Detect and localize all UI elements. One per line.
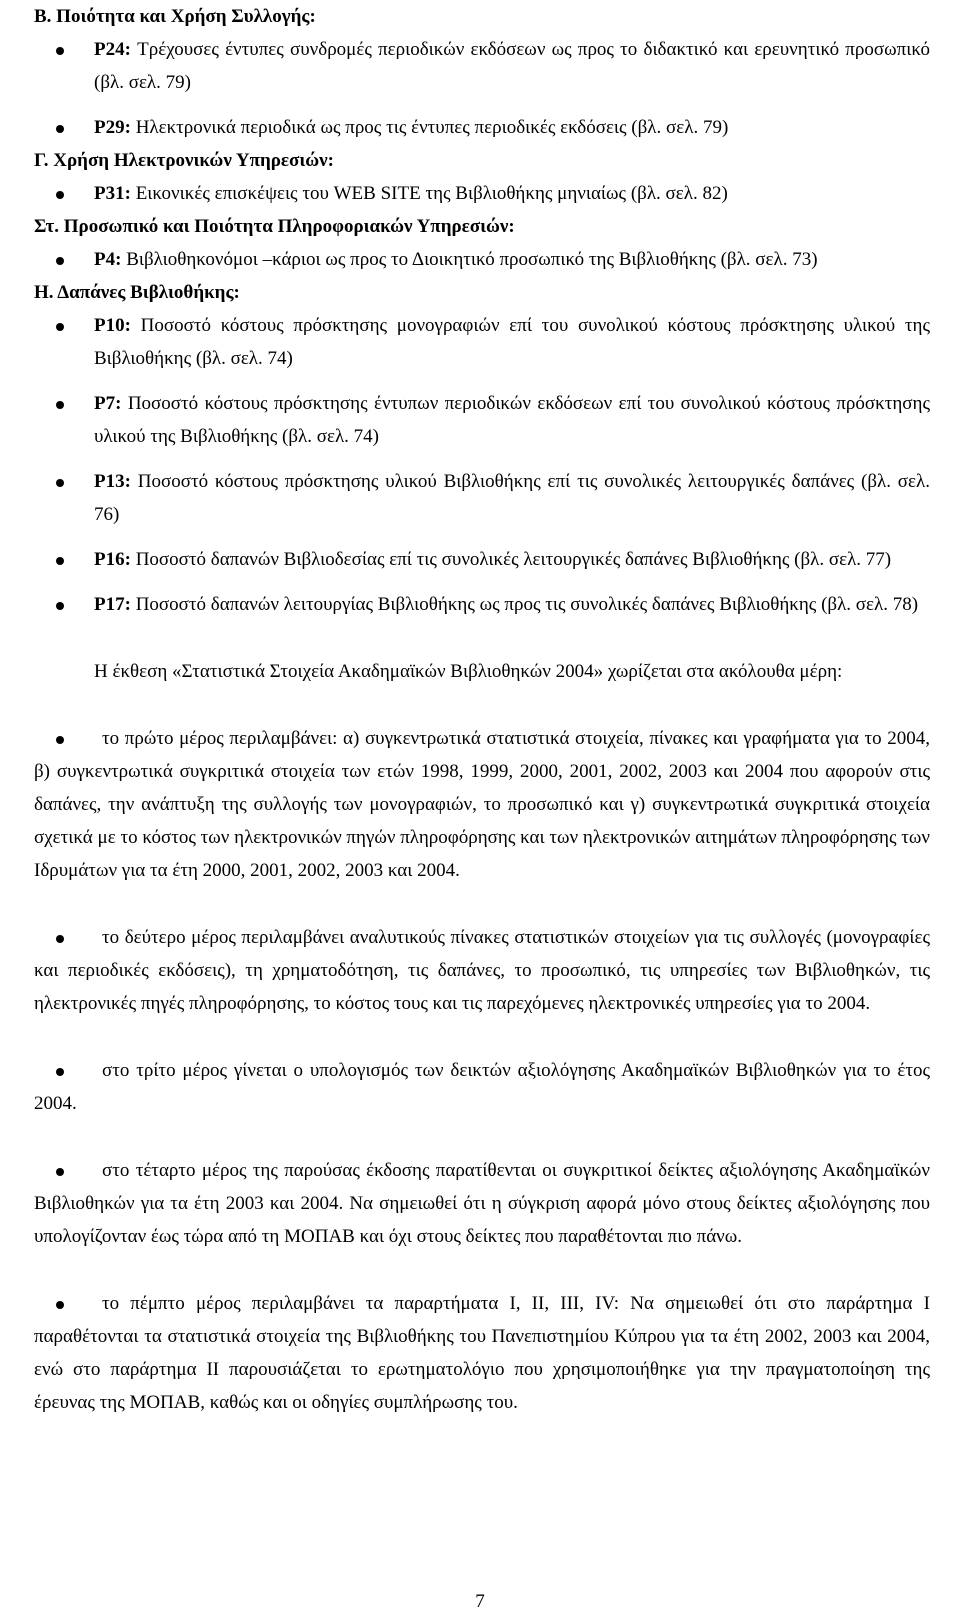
- part-paragraph: [34, 921, 930, 1020]
- bullet-icon: [56, 921, 64, 954]
- section-heading: Β. Ποιότητα και Χρήση Συλλογής:: [34, 6, 316, 27]
- intro-paragraph: Η έκθεση «Στατιστικά Στοιχεία Ακαδημαϊκών Βιβλιοθηκών 2004» χωρίζεται στα ακόλουθα μέρη:: [94, 661, 843, 682]
- list-item: [34, 387, 930, 453]
- list-item: [34, 465, 930, 531]
- list-item: [34, 111, 930, 144]
- indicator-text: Ποσοστό κόστους πρόσκτησης έντυπων περιοδικών εκδόσεων επί του συνολικού κόστους πρόσκτησης υλικού της Βιβλιοθήκης (βλ. σελ. 74): [94, 393, 930, 447]
- list-item: [34, 309, 930, 375]
- list-item: [34, 33, 930, 99]
- indicator-code: P16:: [94, 549, 131, 570]
- bullet-icon: [56, 243, 64, 276]
- indicator-code: P4:: [94, 249, 122, 270]
- section-heading: Γ. Χρήση Ηλεκτρονικών Υπηρεσιών:: [34, 150, 334, 171]
- bullet-icon: [56, 588, 64, 621]
- section-heading: Στ. Προσωπικό και Ποιότητα Πληροφοριακών Υπηρεσιών:: [34, 216, 515, 237]
- bullet-icon: [56, 722, 64, 755]
- indicator-code: P29:: [94, 117, 131, 138]
- part-paragraph: [34, 1054, 930, 1120]
- indicator-text: Βιβλιοθηκονόμοι –κάριοι ως προς το Διοικητικό προσωπικό της Βιβλιοθήκης (βλ. σελ. 73): [121, 249, 818, 270]
- list-item: [34, 243, 930, 276]
- indicator-code: P13:: [94, 471, 131, 492]
- indicator-list: [34, 33, 930, 144]
- list-item: [34, 543, 930, 576]
- bullet-icon: [56, 1287, 64, 1320]
- indicator-text: Ποσοστό δαπανών λειτουργίας Βιβλιοθήκης ως προς τις συνολικές δαπάνες Βιβλιοθήκης (βλ. σελ. 78): [130, 594, 919, 615]
- page-number: 7: [475, 1591, 485, 1612]
- part-paragraph: [34, 1154, 930, 1253]
- indicator-text: Ποσοστό κόστους πρόσκτησης μονογραφιών επί του συνολικού κόστους πρόσκτησης υλικού της Βιβλιοθήκης (βλ. σελ. 74): [94, 315, 930, 369]
- indicator-text: Ποσοστό κόστους πρόσκτησης υλικού Βιβλιοθήκης επί τις συνολικές λειτουργικές δαπάνες (βλ. σελ. 76): [94, 471, 930, 525]
- indicator-code: P31:: [94, 183, 131, 204]
- indicator-text: Εικονικές επισκέψεις του WEB SITE της Βιβλιοθήκης μηνιαίως (βλ. σελ. 82): [130, 183, 728, 204]
- part-paragraph: [34, 1287, 930, 1419]
- list-item: [34, 588, 930, 621]
- bullet-icon: [56, 465, 64, 498]
- indicator-list: [34, 309, 930, 621]
- part-text: το πρώτο μέρος περιλαμβάνει: α) συγκεντρωτικά στατιστικά στοιχεία, πίνακες και γραφήματα για το 2004, β) συγκεντρωτικά συγκριτικά στοιχεία των ετών 1998, 1999, 2000, 2001, 2002, 2003 και 2004 που αφορούν στις δαπάνες, την ανάπτυξη της συλλογής των μονογραφιών, το προσωπικό και γ) συγκεντρωτικά συγκριτικά στοιχεία σχετικά με το κόστος των ηλεκτρονικών πηγών πληροφόρησης και των ηλεκτρονικών αιτημάτων πληροφόρησης των Ιδρυμάτων για τα έτη 2000, 2001, 2002, 2003 και 2004.: [34, 728, 930, 881]
- indicator-list: [34, 177, 930, 210]
- indicator-list: [34, 243, 930, 276]
- indicator-text: Τρέχουσες έντυπες συνδρομές περιοδικών εκδόσεων ως προς το διδακτικό και ερευνητικό προσωπικό (βλ. σελ. 79): [94, 39, 930, 93]
- bullet-icon: [56, 309, 64, 342]
- bullet-icon: [56, 33, 64, 66]
- section-heading: Η. Δαπάνες Βιβλιοθήκης:: [34, 282, 240, 303]
- bullet-icon: [56, 1154, 64, 1187]
- part-text: το πέμπτο μέρος περιλαμβάνει τα παραρτήματα Ι, ΙΙ, ΙΙΙ, ΙV: Να σημειωθεί ότι στο παράρτημα Ι παραθέτονται τα στατιστικά στοιχεία της Βιβλιοθήκης του Πανεπιστημίου Κύπρου για τα έτη 2002, 2003 και 2004, ενώ στο παράρτημα ΙΙ παρουσιάζεται το ερωτηματολόγιο που χρησιμοποιήθηκε για την πραγματοποίηση της έρευνας της ΜΟΠΑΒ, καθώς και οι οδηγίες συμπλήρωσης του.: [34, 1293, 930, 1413]
- indicator-code: P17:: [94, 594, 131, 615]
- bullet-icon: [56, 387, 64, 420]
- bullet-icon: [56, 177, 64, 210]
- indicator-text: Ηλεκτρονικά περιοδικά ως προς τις έντυπες περιοδικές εκδόσεις (βλ. σελ. 79): [130, 117, 729, 138]
- part-text: στο τρίτο μέρος γίνεται ο υπολογισμός των δεικτών αξιολόγησης Ακαδημαϊκών Βιβλιοθηκών για το έτος 2004.: [34, 1060, 930, 1114]
- indicator-code: P24:: [94, 39, 131, 60]
- list-item: [34, 177, 930, 210]
- bullet-icon: [56, 111, 64, 144]
- indicator-code: P7:: [94, 393, 122, 414]
- part-text: το δεύτερο μέρος περιλαμβάνει αναλυτικούς πίνακες στατιστικών στοιχείων για τις συλλογές (μονογραφίες και περιοδικές εκδόσεις), τη χρηματοδότηση, τις δαπάνες, το προσωπικό, τις υπηρεσίες των Βιβλιοθηκών, τις ηλεκτρονικές πηγές πληροφόρησης, το κόστος τους και τις παρεχόμενες ηλεκτρονικές υπηρεσίες για το 2004.: [34, 927, 930, 1014]
- part-paragraph: [34, 722, 930, 887]
- part-text: στο τέταρτο μέρος της παρούσας έκδοσης παρατίθενται οι συγκριτικοί δείκτες αξιολόγησης Ακαδημαϊκών Βιβλιοθηκών για τα έτη 2003 και 2004. Να σημειωθεί ότι η σύγκριση αφορά μόνο στους δείκτες αξιολόγησης που υπολογίζονταν έως τώρα από τη ΜΟΠΑΒ και όχι στους δείκτες που παραθέτονται πιο πάνω.: [34, 1160, 930, 1247]
- bullet-icon: [56, 543, 64, 576]
- indicator-code: P10:: [94, 315, 131, 336]
- indicator-text: Ποσοστό δαπανών Βιβλιοδεσίας επί τις συνολικές λειτουργικές δαπάνες Βιβλιοθήκης (βλ. σελ. 77): [130, 549, 892, 570]
- bullet-icon: [56, 1054, 64, 1087]
